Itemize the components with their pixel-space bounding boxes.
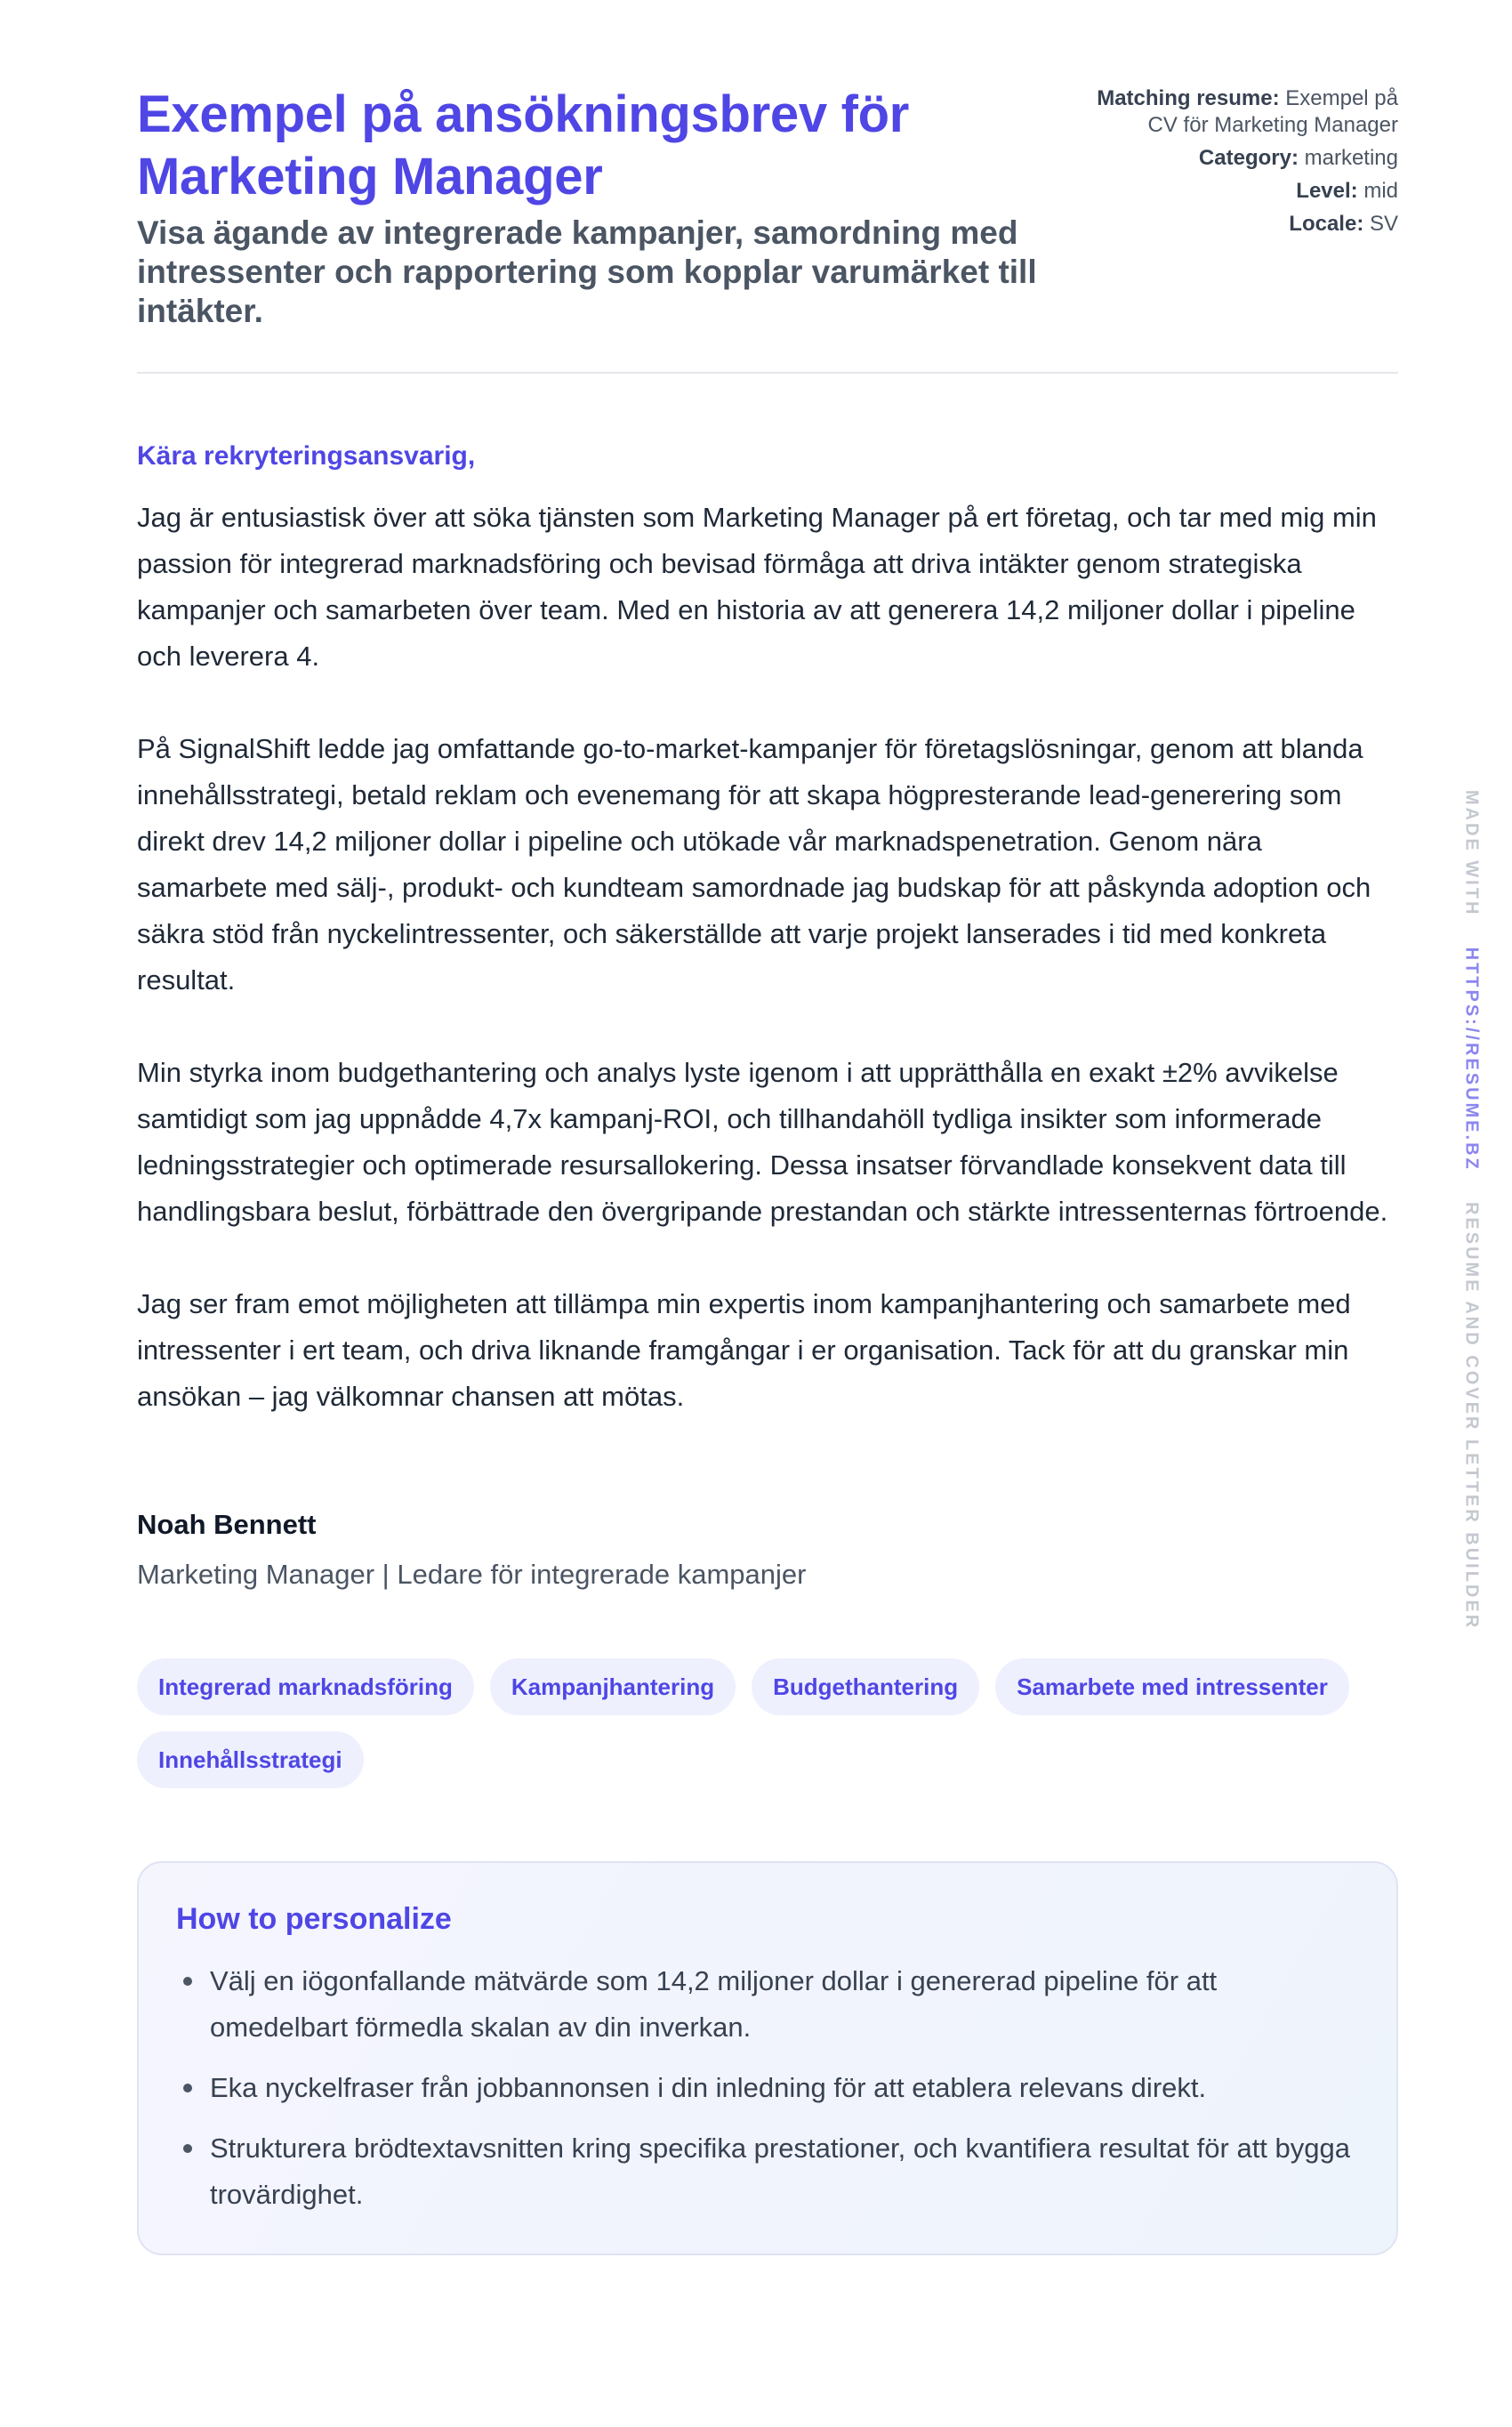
made-with-prefix: MADE WITH [1461, 789, 1482, 917]
meta-locale-label: Locale: [1289, 212, 1364, 236]
bullet-icon [183, 2084, 192, 2092]
skill-tag: Integrerad marknadsföring [137, 1658, 474, 1715]
tips-list [176, 1958, 1361, 2218]
made-with-suffix: RESUME AND COVER LETTER BUILDER [1461, 1201, 1482, 1631]
skill-tag: Kampanjhantering [490, 1658, 736, 1715]
meta-locale-value: SV [1369, 212, 1398, 236]
signature-title: Marketing Manager | Ledare för integrerade kampanjer [137, 1559, 807, 1590]
letter-paragraph: Jag ser fram emot möjligheten att tillämpa min expertis inom kampanjhantering och samarbete med intressenter i ert team, och driva liknande framgångar i er organisation. Tack för att du granskar min ansökan – jag välkomnar chansen att mötas. [137, 1288, 1351, 1412]
personalize-tips-box [137, 1861, 1398, 2255]
page-header [137, 84, 1398, 374]
page-subtitle: Visa ägande av integrerade kampanjer, samordning med intressenter och rapportering som kopplar varumärket till intäkter. [137, 214, 1037, 329]
meta-level-label: Level: [1296, 179, 1358, 203]
tips-item [210, 2065, 1361, 2111]
signature-name: Noah Bennett [137, 1509, 317, 1540]
meta-level [1078, 178, 1398, 205]
letter-signature [137, 1509, 1398, 1591]
letter-greeting: Kära rekryteringsansvarig, [137, 441, 476, 471]
bullet-icon [183, 1977, 192, 1986]
meta-category [1078, 145, 1398, 172]
tips-item-text: Strukturera brödtextavsnitten kring specifika prestationer, och kvantifiera resultat för att bygga trovärdighet. [210, 2133, 1350, 2210]
tips-item [210, 2125, 1361, 2218]
bullet-icon [183, 2144, 192, 2153]
tips-item-text: Välj en iögonfallande mätvärde som 14,2 miljoner dollar i genererad pipeline för att omedelbart förmedla skalan av din inverkan. [210, 1965, 1218, 2043]
meta-category-label: Category: [1198, 146, 1299, 170]
tips-item [210, 1958, 1361, 2051]
letter-paragraph: Jag är entusiastisk över att söka tjänsten som Marketing Manager på ert företag, och tar med mig min passion för integrerad marknadsföring och bevisad förmåga att driva intäkter genom strategiska kampanjer och samarbeten över team. Med en historia av att generera 14,2 miljoner dollar i pipeline och leverera 4. [137, 502, 1377, 672]
tips-item-text: Eka nyckelfraser från jobbannonsen i din inledning för att etablera relevans direkt. [210, 2072, 1207, 2103]
tips-title: How to personalize [176, 1902, 452, 1936]
meta-matching-resume-label: Matching resume: [1097, 86, 1280, 110]
cover-letter-page [137, 84, 1398, 2255]
page-title: Exempel på ansökningsbrev för Marketing Manager [137, 85, 910, 206]
skill-tags [137, 1658, 1398, 1788]
letter-body [137, 495, 1398, 1420]
meta-matching-resume [1078, 85, 1398, 139]
skill-tag: Innehållsstrategi [137, 1731, 364, 1788]
letter-paragraph: På SignalShift ledde jag omfattande go-to-market-kampanjer för företagslösningar, genom att blanda innehållsstrategi, betald reklam och evenemang för att skapa högpresterande lead-generering som direkt drev 14,2 miljoner dollar i pipeline och utökade vår marknadspenetration. Genom nära samarbete med sälj-, produkt- och kundteam samordnade jag budskap för att påskynda adoption och säkra stöd från nyckelintressenter, och säkerställde att varje projekt lanserades i tid med konkreta resultat. [137, 733, 1371, 996]
resume-bz-link[interactable]: HTTPS://RESUME.BZ [1461, 947, 1482, 1172]
skill-tag: Samarbete med intressenter [995, 1658, 1349, 1715]
letter-paragraph: Min styrka inom budgethantering och analys lyste igenom i att upprätthålla en exakt ±2% avvikelse samtidigt som jag uppnådde 4,7x kampanj-ROI, och tillhandahöll tydliga insikter som informerade ledningsstrategier och optimerade resursallokering. Dessa insatser förvandlade konsekvent data till handlingsbara beslut, förbättrade den övergripande prestandan och stärkte intressenternas förtroende. [137, 1057, 1388, 1227]
meta-matching-resume-value: Exempel på CV för Marketing Manager [1147, 86, 1398, 137]
made-with-watermark [1461, 790, 1482, 1630]
meta-category-value: marketing [1304, 146, 1398, 170]
skill-tag: Budgethantering [752, 1658, 979, 1715]
meta-locale [1078, 211, 1398, 238]
meta-panel [1078, 85, 1398, 244]
meta-level-value: mid [1363, 179, 1398, 203]
